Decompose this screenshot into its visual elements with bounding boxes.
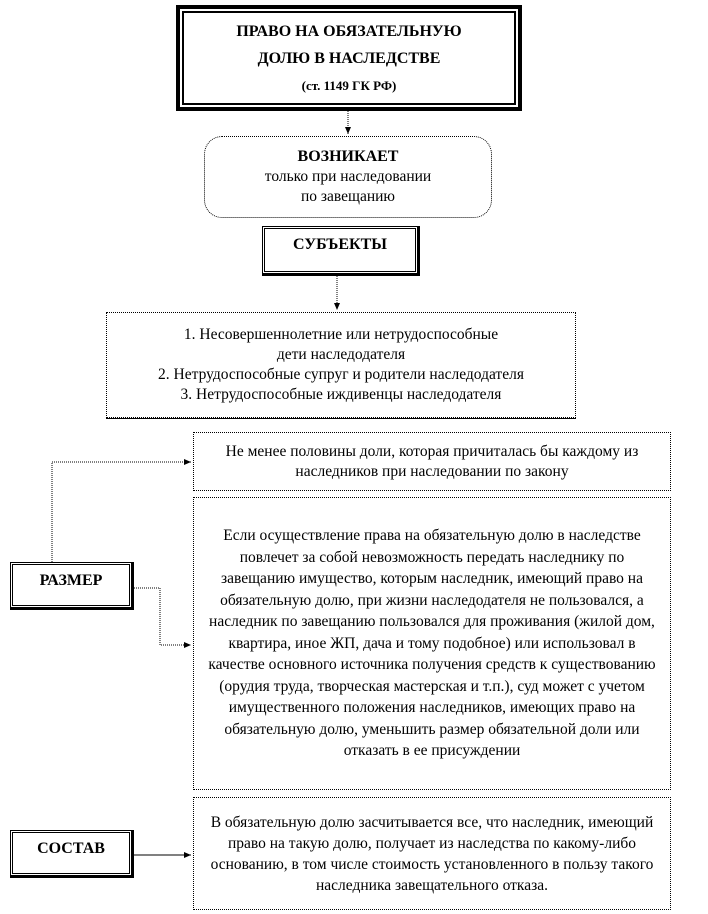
- size-box: [10, 562, 132, 608]
- arises-line2: по завещанию: [300, 188, 395, 205]
- title-line2: ДОЛЮ В НАСЛЕДСТВЕ: [257, 49, 441, 67]
- size-rule1: Не менее половины доли, которая причиталась бы каждому из наследников при наследовании по закону: [225, 442, 639, 480]
- subject-item: 1. Несовершеннолетние или нетрудоспособные дети наследодателя: [183, 326, 499, 363]
- composition-label: СОСТАВ: [37, 840, 105, 857]
- subject-item: 2. Нетрудоспособные супруг и родители наследодателя: [158, 366, 524, 383]
- title-article: (ст. 1149 ГК РФ): [301, 77, 397, 93]
- arrow-size-to-rule2: [134, 588, 191, 645]
- size-rule2-box: [193, 497, 671, 790]
- composition-box: [10, 830, 132, 876]
- arises-heading: ВОЗНИКАЕТ: [297, 148, 399, 165]
- arises-line1: только при наследовании: [264, 168, 432, 185]
- size-label: РАЗМЕР: [39, 572, 103, 589]
- size-rule2: Если осуществление права на обязательную долю в наследстве повлечет за собой невозможность передать наследнику по завещанию имущество, которым наследник, имеющий право на обязательную долю, при жизни наследодателя не пользовался, а наследник по завещанию пользовался для проживания (жилой дом, квартира, иное ЖП, дача и тому подобное) или использовал в качестве основного источника получения средств к существованию (орудия труда, творческая мастерская и т.п.), суд может с учетом имущественного положения наследников, имеющих право на обязательную долю, уменьшить размер обязательной доли или отказать в ее присуждении: [208, 527, 656, 760]
- arises-box: [204, 136, 492, 218]
- arrow-size-to-rule1: [52, 462, 191, 562]
- size-rule1-box: [193, 432, 671, 491]
- composition-rule-box: [193, 797, 671, 910]
- title-line1: ПРАВО НА ОБЯЗАТЕЛЬНУЮ: [236, 22, 462, 40]
- composition-rule: В обязательную долю засчитывается все, что наследник, имеющий право на такую долю, получает из наследства по какому-либо основанию, в том числе стоимость установленного в пользу такого наследника завещательного отказа.: [210, 813, 654, 894]
- subjects-label: СУБЪЕКТЫ: [293, 236, 387, 253]
- subjects-list: [106, 312, 576, 418]
- title-box: [176, 5, 522, 111]
- subjects-box: [262, 226, 418, 274]
- subject-item: 3. Нетрудоспособные иждивенцы наследодателя: [180, 386, 502, 403]
